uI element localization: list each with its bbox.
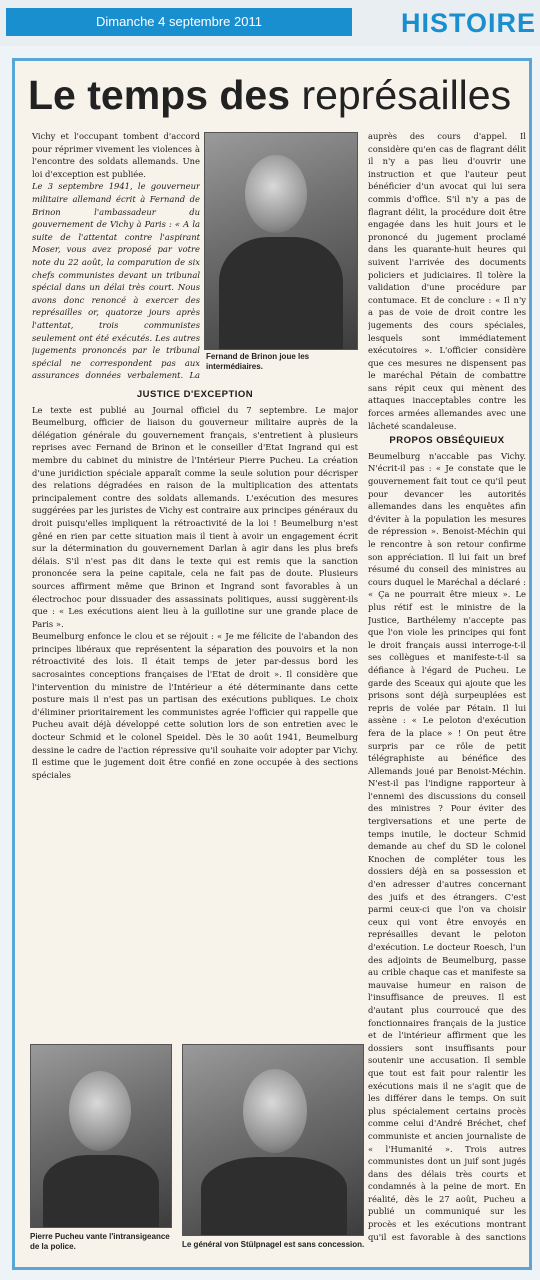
subhead-justice: JUSTICE D'EXCEPTION (136, 389, 254, 400)
paragraph-journal-officiel: Le texte est publié au Journal officiel du 7 septembre. Le major Beumelburg, officier de liaison du gouverneur militaire auprès de la délégation générale du gouvernement français, s'entretient à plusieurs reprises avec Fernand de Brinon et le conseiller d'Etat Ingrand qui est membre du cabinet du ministre de l'Intérieur Pierre Pucheu. La création d'une juridiction spéciale apparaît comme la seule solution pour décrisper des relations dégradées en raison de la multiplication des attentats principalement contre des soldats allemands. L'exécution des mesures suggérées par les juristes de Vichy est contraire aux principes généraux du droit puisqu'elles impliquent la rétroactivité de la loi ! Beumelburg n'est gêné en rien par cette situation mais il tient à avoir un engagement écrit sur la détermination du gouvernement Darlan à agir dans les plus brefs délais. S'il n'est pas dit dans le texte qui est remis que la sanction prononcée sera la peine capitale, cela ne fait pas de doute. Plusieurs sources affirment même que Brinon et Ingrand sont favorables à un électrochoc pour dissuader des assassinats politiques, aussi suggèrent-ils que : « Les exécutions aient lieu à la guillotine sur une grande place de Paris ». (32, 404, 358, 629)
headline-bold: Le temps des (28, 72, 291, 118)
brinon-photo (204, 132, 358, 350)
column-left-bottom (32, 386, 358, 1026)
page-header (0, 0, 540, 46)
paragraph-letter: Le 3 septembre 1941, le gouverneur militaire allemand écrit à Fernand de Brinon l'ambassadeur du gouvernement de Vichy à Paris : « A la suite de l'attentat contre l'aspirant Moser, vous avez proposé par votre note du 22 août, la comparution de six chefs communistes devant un tribunal spécial dans un délai très court. Nous avons donc renoncé à exercer des représailles or, quatorze jours après l'attentat, trois communistes seulement ont été exécutés. Les autres jugements prononcés par le tribunal spécial ne correspondent pas aux assurances données verbalement. La (32, 181, 200, 381)
section-title: HISTOIRE (400, 8, 536, 38)
pucheu-caption: Pierre Pucheu vante l'intransigeance de la police. (30, 1232, 170, 1251)
article-headline (28, 70, 518, 122)
stulpnagel-caption: Le général von Stülpnagel est sans concession. (182, 1240, 365, 1249)
paragraph-beumelburg-quote: Beumelburg enfonce le clou et se réjouit : « Je me félicite de l'abandon des principes libéraux que représentent la séparation des pouvoirs et la non rétroactivité des lois. Il était temps de jeter par-dessus bord les sacrosaintes conceptions françaises de l'Etat de droit ». Il considère que l'intervention du ministre de l'Intérieur a été déterminante dans cette posture mais il n'est pas un partisan des exécutions publiques. Le choix d'éliminer prioritairement les communistes agrée l'officier qui rappelle que Pucheu avait déjà développé cette solution lors de son entretien avec le docteur Schmid et le colonel Speidel. Dès le 30 août 1941, Beumelburg dessine le cadre de l'action répressive qu'il souhaite voir adopter par Vichy. Il estime que le jugement doit être confié en zone occupée à des sections spéciales (32, 631, 358, 780)
pucheu-photo (30, 1044, 172, 1228)
paragraph-procedure: auprès des cours d'appel. Il considère qu'en cas de flagrant délit il n'y a pas lieu d'ouvrir une instruction et que l'auteur peut bénéficier d'un avocat qui lui sera commis d'office. S'il n'y a pas de flagrant délit, la procédure doit être engagée dans les huit jours et le prononcé du jugement proclamé dans les quarante-huit heures qui suivent l'arrivée des documents policiers et judiciaires. Il tolère la validation d'une procédure par contumace. Et de conclure : « Il n'y a pas de voie de droit contre les jugements des cours spéciales, lesquels sont immédiatement exécutoires ». L'officier considère que ces mesures ne dispensent pas le maréchal Pétain de combattre sans répit ceux qui mènent des attaques inacceptables contre les forces armées allemandes avec une lâcheté scandaleuse. (368, 131, 526, 431)
headline-light: représailles (301, 72, 512, 118)
subhead-propos: PROPOS OBSÉQUIEUX (389, 435, 505, 447)
paragraph-beumelburg: Beumelburg n'accable pas Vichy. N'écrit-il pas : « Je constate que le gouvernement fait tout ce qu'il peut pour devancer les autorités allemandes dans les enquêtes afin d'éviter à la population les mesures de répression ». Benoist-Méchin qui le rencontre à son retour confirme son appréciation. Il lui fait un bref résumé du conseil des ministres au cours duquel le Maréchal a déclaré : « Ça ne pourrait être mieux ». Le plus rétif est le ministre de la Justice, Barthélemy n'accepte pas que l'on viole les principes qui font le droit français aussi interroge-t-il ses collègues et manifeste-t-il sa défiance à l'égard de Pucheu. Le garde des Sceaux qui ajoute que les prisons sont déjà surpeuplées est repris de volée par Pétain. Il lui assène : « Le peloton d'exécution fera de la place » ! On peut être surpris par ce rôle de petit télégraphiste au bénéfice des Allemands joué par Benoist-Méchin. N'est-il pas l'indigne rapporteur à l'ennemi des discussions du conseil des ministres ? Pour éviter des tergiversations et une perte de temps inutile, le docteur Schmid demande au chef du SD le colonel Knochen de compléter tous les dossiers déjà en sa possession et d'en adresser d'autres concernant des juifs et des étrangers. C'est parmi ceux-ci que l'on va choisir ceux qui vont être envoyés en représailles devant le peloton d'exécution. Le docteur Roesch, l'un des adjoints de Beumelburg, passe au crible chaque cas et manifeste sa mauvaise humeur en raison de l'insuffisance de preuves. Il est d'autant plus courroucé que des fonctionnaires français de la justice et de l'intérieur affirment que les dossiers sont insuffisants pour soutenir une accusation. Il semble que tout est fait pour ralentir les exécutions mais il ne s'agit que de les différer dans le temps. On suit plus spécialement certains procès comme celui d'André Bréchet, chef communiste et ancien journaliste de « l'Humanité ». Trois autres communistes dont un juif sont jugés dans des délais très courts et condamnés à la peine de mort. En réalité, dès le 27 août, Pucheu a publié un communiqué sur les procès et les exécutions montrant qu'il est favorable à des sanctions (368, 450, 526, 1242)
column-right (368, 130, 526, 1242)
column-left-top (32, 130, 200, 382)
lede: Vichy et l'occupant tombent d'accord pour réprimer vivement les violences à l'encontre des soldats allemands. Une loi d'exception est publiée. (32, 131, 200, 179)
date-banner: Dimanche 4 septembre 2011 (6, 8, 352, 36)
stulpnagel-photo (182, 1044, 364, 1236)
brinon-caption: Fernand de Brinon joue les intermédiaires. (206, 352, 310, 371)
